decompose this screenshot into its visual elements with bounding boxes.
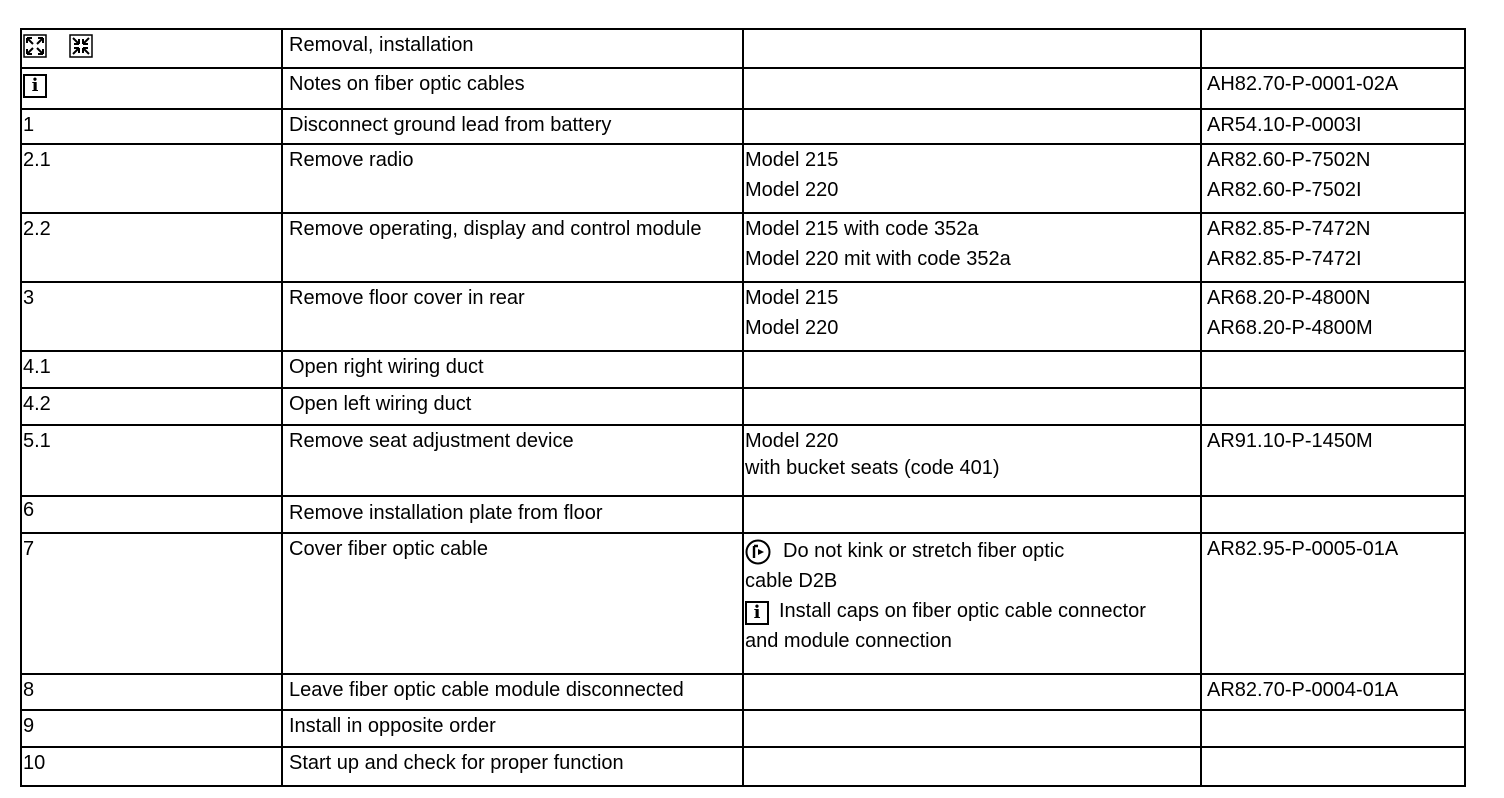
table-row (21, 282, 1465, 351)
reference-cell (1201, 282, 1465, 351)
step-description: Remove installation plate from floor (282, 496, 743, 533)
reference-cell (1201, 710, 1465, 747)
condition-text: Model 220 (745, 179, 839, 201)
reference-cell (1201, 496, 1465, 533)
reference-cell (1201, 533, 1465, 674)
condition-text: Model 215 with code 352a (745, 218, 979, 240)
table-row (21, 425, 1465, 496)
info-icon: i (23, 74, 47, 98)
condition-cell (743, 68, 1201, 109)
caution-text: cable D2B (745, 570, 838, 592)
step-number: 8 (21, 674, 282, 710)
condition-cell (743, 351, 1201, 388)
reference-link[interactable]: AR54.10-P-0003I (1207, 114, 1362, 136)
reference-link[interactable]: AR82.85-P-7472I (1207, 248, 1362, 270)
condition-cell (743, 144, 1201, 213)
caution-note (745, 536, 1200, 566)
condition-cell (743, 674, 1201, 710)
step-description: Disconnect ground lead from battery (282, 109, 743, 144)
condition-cell (743, 213, 1201, 282)
notes-cell (743, 533, 1201, 674)
step-number: 2.1 (21, 144, 282, 213)
table-row (21, 747, 1465, 786)
condition-cell (743, 747, 1201, 786)
condition-text: with bucket seats (code 401) (745, 457, 1000, 479)
table-row (21, 496, 1465, 533)
step-description: Remove seat adjustment device (282, 425, 743, 496)
reference-link[interactable]: AR82.70-P-0004-01A (1207, 679, 1399, 701)
condition-cell (743, 29, 1201, 68)
table-row (21, 388, 1465, 425)
reference-cell (1201, 351, 1465, 388)
reference-cell (1201, 213, 1465, 282)
reference-link[interactable]: AH82.70-P-0001-02A (1201, 68, 1465, 109)
reference-link[interactable]: AR82.85-P-7472N (1207, 218, 1371, 240)
reference-cell (1201, 425, 1465, 496)
table-row-header (21, 29, 1465, 68)
step-cell (21, 29, 282, 68)
reference-cell (1201, 747, 1465, 786)
info-note (745, 596, 1200, 626)
condition-cell (743, 282, 1201, 351)
table-row-notes (21, 68, 1465, 109)
caution-text: Do not kink or stretch fiber optic (783, 540, 1065, 562)
step-description: Start up and check for proper function (282, 747, 743, 786)
step-number: 4.2 (21, 388, 282, 425)
reference-cell (1201, 29, 1465, 68)
condition-text: Model 215 (745, 287, 839, 309)
condition-text: Model 220 mit with code 352a (745, 248, 1011, 270)
collapse-arrows-icon (69, 34, 93, 58)
expand-arrows-icon (23, 34, 47, 58)
condition-text: Model 220 (745, 317, 839, 339)
reference-link[interactable]: AR68.20-P-4800M (1207, 317, 1373, 339)
info-text: and module connection (745, 630, 952, 652)
reference-cell (1201, 109, 1465, 144)
step-cell (21, 68, 282, 109)
step-description: Cover fiber optic cable (282, 533, 743, 674)
table-row (21, 213, 1465, 282)
table-row (21, 674, 1465, 710)
table-row (21, 710, 1465, 747)
step-description: Open right wiring duct (282, 351, 743, 388)
description-cell: Removal, installation (282, 29, 743, 68)
step-number: 9 (21, 710, 282, 747)
procedure-table (20, 28, 1466, 787)
reference-cell (1201, 144, 1465, 213)
table-row (21, 109, 1465, 144)
reference-link[interactable]: AR82.60-P-7502N (1207, 149, 1371, 171)
step-description: Remove floor cover in rear (282, 282, 743, 351)
reference-cell (1201, 388, 1465, 425)
step-number: 6 (21, 496, 282, 533)
condition-text: Model 220 (745, 430, 839, 452)
step-number: 10 (21, 747, 282, 786)
condition-cell (743, 496, 1201, 533)
step-number: 5.1 (21, 425, 282, 496)
step-number: 7 (21, 533, 282, 674)
reference-link[interactable]: AR91.10-P-1450M (1207, 430, 1373, 452)
step-description: Leave fiber optic cable module disconnected (282, 674, 743, 710)
description-cell: Notes on fiber optic cables (282, 68, 743, 109)
reference-link[interactable]: AR82.95-P-0005-01A (1207, 538, 1399, 560)
step-description: Remove operating, display and control module (282, 213, 743, 282)
step-number: 3 (21, 282, 282, 351)
condition-cell (743, 388, 1201, 425)
step-description: Open left wiring duct (282, 388, 743, 425)
reference-link[interactable]: AR82.60-P-7502I (1207, 179, 1362, 201)
step-number: 2.2 (21, 213, 282, 282)
condition-cell (743, 109, 1201, 144)
table-row (21, 144, 1465, 213)
step-number: 4.1 (21, 351, 282, 388)
step-description: Remove radio (282, 144, 743, 213)
step-description: Install in opposite order (282, 710, 743, 747)
reference-link[interactable]: AR68.20-P-4800N (1207, 287, 1371, 309)
table-row (21, 533, 1465, 674)
reference-cell (1201, 674, 1465, 710)
table-row (21, 351, 1465, 388)
step-number: 1 (21, 109, 282, 144)
caution-icon (745, 539, 771, 565)
condition-cell (743, 710, 1201, 747)
info-text: Install caps on fiber optic cable connector (779, 600, 1146, 622)
condition-cell (743, 425, 1201, 496)
info-icon: i (745, 601, 769, 625)
condition-text: Model 215 (745, 149, 839, 171)
